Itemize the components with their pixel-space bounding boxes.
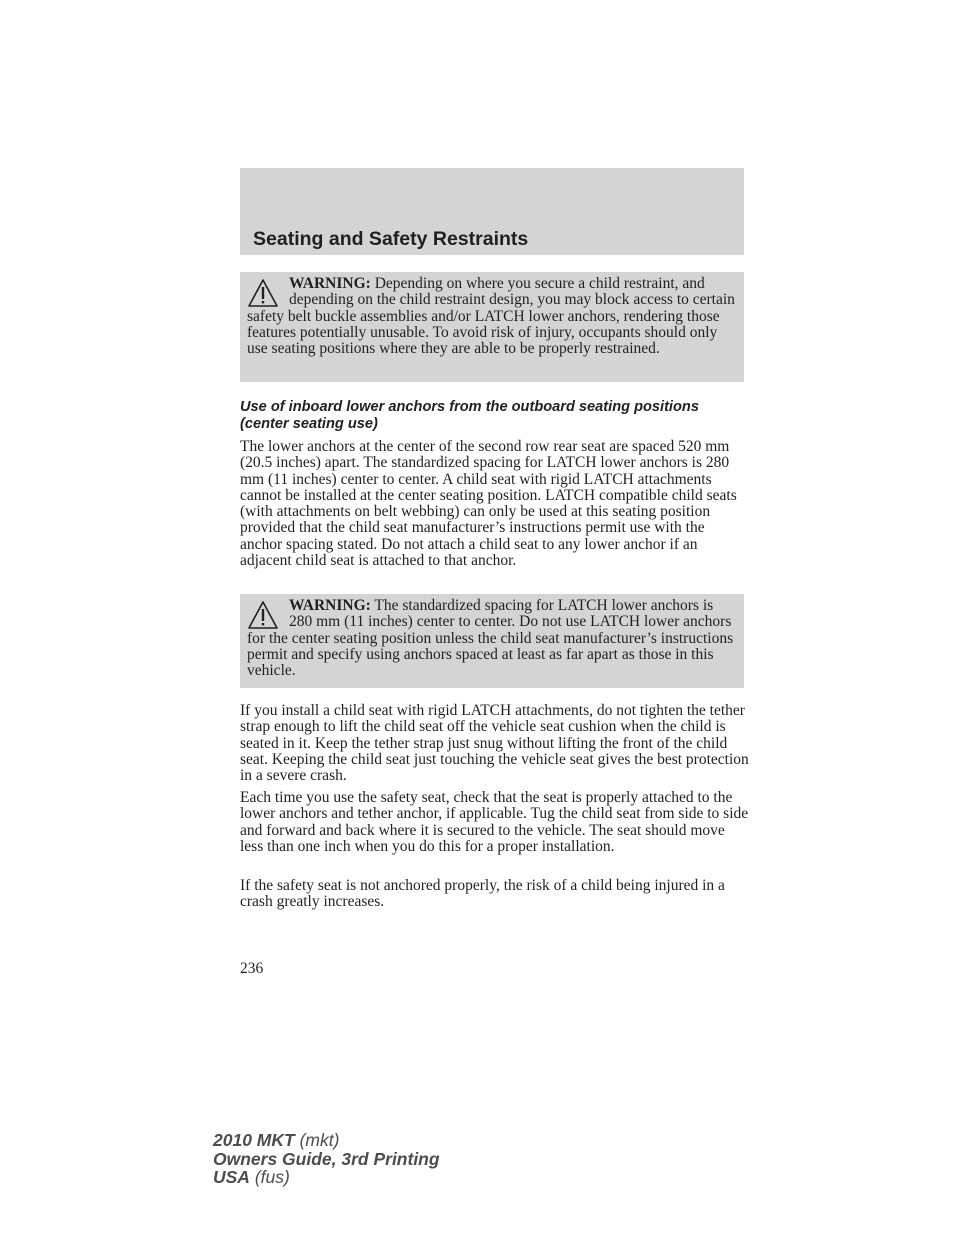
warning-triangle-icon: [247, 278, 279, 308]
footer-model-code: (mkt): [299, 1130, 340, 1150]
footer-market-code: (fus): [254, 1167, 290, 1187]
warning-text: Depending on where you secure a child restraint, and depending on the child restraint design, you may block access to certain safety belt buckle assemblies and/or LATCH lower anchors, rendering those features potentially unusable. To avoid risk of injury, occupants should only use seating positions where they are able to be properly restrained.: [247, 275, 735, 358]
warning-label: WARNING:: [289, 597, 371, 614]
subsection-heading: Use of inboard lower anchors from the outboard seating positions (center seating use): [240, 399, 699, 432]
body-paragraph: If you install a child seat with rigid LATCH attachments, do not tighten the tether strap enough to lift the child seat off the vehicle seat cushion when the child is seated in it. Keep the tether strap just snug without lifting the front of the child seat. Keeping the child seat just touching the vehicle seat gives the best protection in a severe crash.: [240, 702, 749, 785]
body-paragraph: The lower anchors at the center of the second row rear seat are spaced 520 mm (20.5 inches) apart. The standardized spacing for LATCH lower anchors is 280 mm (11 inches) center to center. A child seat with rigid LATCH attachments cannot be installed at the center seating position. LATCH compatible child seats (with attachments on belt webbing) can only be used at this seating position provided that the child seat manufacturer’s instructions permit use with the anchor spacing stated. Do not attach a child seat to any lower anchor if an adjacent child seat is attached to that anchor.: [240, 438, 737, 570]
section-title: Seating and Safety Restraints: [253, 228, 529, 250]
document-footer: [213, 1131, 440, 1187]
section-header-band: [240, 168, 744, 255]
warning-triangle-icon: [247, 600, 279, 630]
warning-box: [240, 272, 744, 382]
body-paragraph: Each time you use the safety seat, check that the seat is properly attached to the lower anchors and tether anchor, if applicable. Tug the child seat from side to side and forward and back where it is secured to the vehicle. The seat should move less than one inch when you do this for a proper installation.: [240, 789, 749, 855]
warning-text: The standardized spacing for LATCH lower anchors is 280 mm (11 inches) center to center. Do not use LATCH lower anchors for the center seating position unless the child seat manufacturer’s instructions permit and specify using anchors spaced at least as far apart as those in this vehicle.: [247, 597, 734, 680]
footer-line-market: [213, 1168, 440, 1187]
footer-model: 2010 MKT: [213, 1130, 295, 1150]
footer-printing: Owners Guide, 3rd Printing: [213, 1148, 440, 1169]
page-number: 236: [240, 960, 264, 977]
footer-market: USA: [213, 1167, 250, 1187]
warning-box: [240, 594, 744, 688]
body-paragraph: If the safety seat is not anchored properly, the risk of a child being injured in a crash greatly increases.: [240, 877, 725, 911]
warning-label: WARNING:: [289, 275, 371, 292]
footer-line-model: [213, 1131, 440, 1150]
